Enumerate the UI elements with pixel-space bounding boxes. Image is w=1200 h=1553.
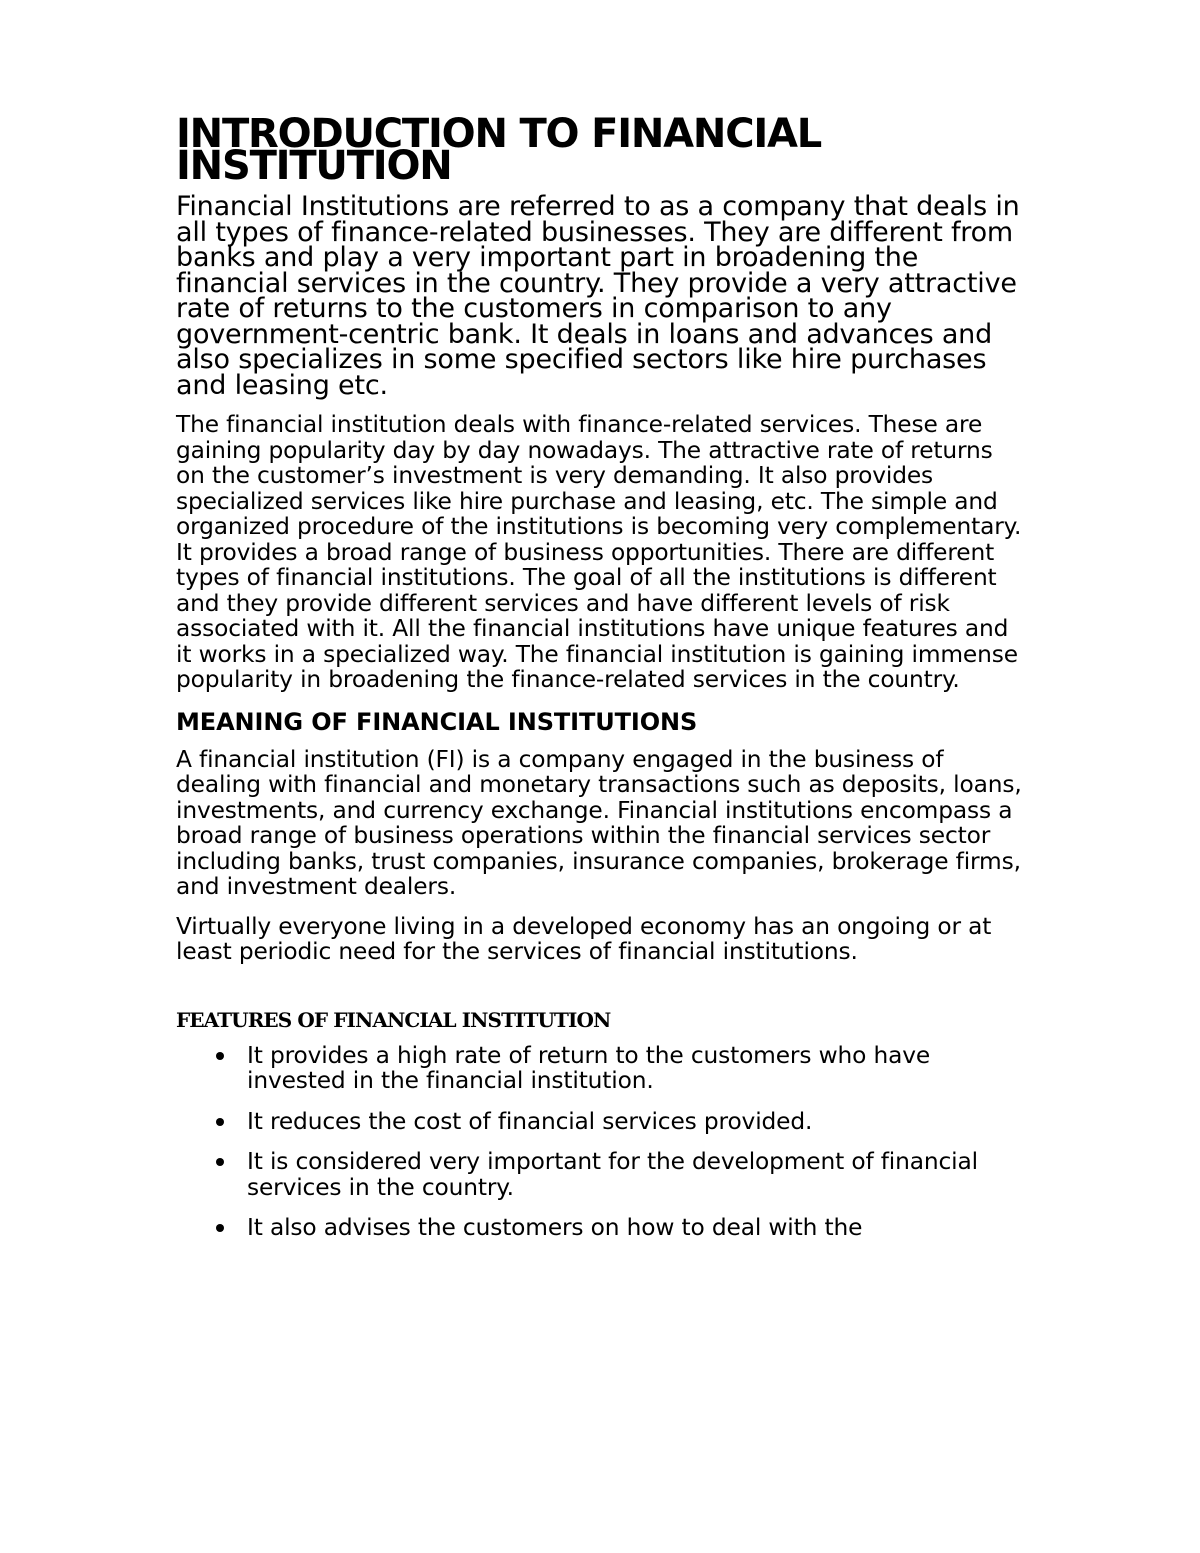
list-item-text: It reduces the cost of financial services provided. [247, 1107, 813, 1135]
intro-paragraph: Financial Institutions are referred to as a company that deals in all types of finance-related businesses. They are different from banks and play a very important part in broadening the financial services in the country. They provide a very attractive rate of returns to the customers in comparison to any government-centric bank. It deals in loans and advances and also specializes in some specified sectors like hire purchases and leasing etc. [176, 191, 1020, 401]
document-page [176, 111, 1026, 1256]
bullet-icon [216, 1052, 224, 1060]
list-item [176, 1043, 1026, 1094]
bullet-icon [216, 1118, 224, 1126]
list-item [176, 1215, 1026, 1241]
features-heading: FEATURES OF FINANCIAL INSTITUTION [176, 1007, 611, 1032]
list-item [176, 1149, 1026, 1200]
list-item-text: It provides a high rate of return to the customers who have invested in the financial institution. [247, 1041, 931, 1094]
section-spacer [176, 965, 1026, 1007]
list-item-text: It is considered very important for the development of financial services in the country. [247, 1148, 978, 1201]
meaning-paragraph-2: Virtually everyone living in a developed economy has an ongoing or at least periodic need for the services of financial institutions. [176, 912, 992, 965]
meaning-paragraph-1: A financial institution (FI) is a company engaged in the business of dealing with financial and monetary transactions such as deposits, loans, investments, and currency exchange. Financial institutions encompass a broad range of business operations within the financial services sector including banks, trust companies, insurance companies, brokerage firms, and investment dealers. [176, 745, 1022, 900]
body-paragraph-2: The financial institution deals with finance-related services. These are gaining popularity day by day nowadays. The attractive rate of returns on the customer’s investment is very demanding. It also provides specialized services like hire purchase and leasing, etc. The simple and organized procedure of the institutions is becoming very complementary. It provides a broad range of business opportunities. There are different types of financial institutions. The goal of all the institutions is different and they provide different services and have different levels of risk associated with it. All the financial institutions have unique features and it works in a specialized way. The financial institution is gaining immense popularity in broadening the finance-related services in the country. [176, 411, 1022, 693]
bullet-icon [216, 1158, 224, 1166]
document-title: INTRODUCTION TO FINANCIAL INSTITUTION [176, 111, 822, 189]
list-item [176, 1109, 1026, 1135]
list-item-text: It also advises the customers on how to deal with the [247, 1214, 863, 1241]
meaning-heading: MEANING OF FINANCIAL INSTITUTIONS [176, 707, 698, 736]
features-list [176, 1043, 1026, 1241]
bullet-icon [216, 1224, 224, 1232]
